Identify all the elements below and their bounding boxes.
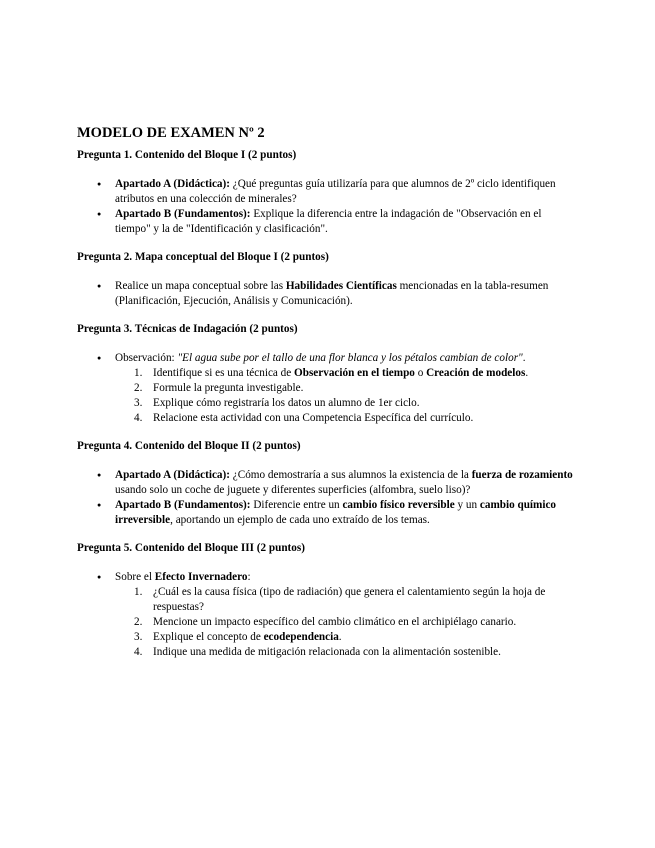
- q3-subitem-2: [115, 381, 575, 396]
- document-title: MODELO DE EXAMEN Nº 2: [77, 125, 265, 141]
- q2-bold-term: Habilidades Científicas: [285, 280, 397, 292]
- subitem-text: Explique el concepto de: [153, 631, 264, 643]
- part-b-label: Apartado B (Fundamentos):: [115, 208, 251, 220]
- part-a-label: Apartado A (Didáctica):: [115, 469, 230, 481]
- question-5-intro: [77, 570, 575, 660]
- part-b-text: Diferencie entre un: [250, 499, 343, 511]
- question-2-list: [77, 279, 575, 309]
- question-5-heading: Pregunta 5. Contenido del Bloque III (2 puntos): [77, 542, 305, 554]
- question-3-sublist: [115, 366, 575, 426]
- subitem-text: Mencione un impacto específico del cambio climático en el archipiélago canario.: [153, 616, 517, 628]
- question-5-list: [77, 570, 575, 660]
- subitem-text: Formule la pregunta investigable.: [153, 382, 304, 394]
- part-a-label: Apartado A (Didáctica):: [115, 178, 230, 190]
- q5-subitem-3: [115, 630, 575, 645]
- intro-bold: Efecto Invernadero: [154, 571, 248, 583]
- q2-text: Realice un mapa conceptual sobre las: [115, 280, 286, 292]
- intro-text-end: :: [247, 571, 251, 583]
- question-4-list: [77, 468, 575, 528]
- question-2-item: [77, 279, 575, 309]
- part-a-text: ¿Cómo demostraría a sus alumnos la existencia de la: [229, 469, 472, 481]
- part-b-label: Apartado B (Fundamentos):: [115, 499, 251, 511]
- subitem-text: Indique una medida de mitigación relacionada con la alimentación sostenible.: [153, 646, 501, 658]
- subitem-bold: Observación en el tiempo: [294, 367, 415, 379]
- q3-subitem-4: [115, 411, 575, 426]
- subitem-number: 3.: [134, 631, 143, 643]
- question-3-heading: Pregunta 3. Técnicas de Indagación (2 puntos): [77, 323, 298, 335]
- exam-page: [77, 124, 575, 673]
- part-a-text: ¿Qué preguntas guía utilizaría para que alumnos de 2º ciclo identifiquen atributos en una colección de minerales?: [115, 178, 556, 205]
- observation-end: .: [522, 352, 526, 364]
- observation-quote: "El agua sube por el tallo de una flor blanca y los pétalos cambian de color": [177, 352, 523, 364]
- q5-subitem-4: [115, 645, 575, 660]
- subitem-number: 4.: [134, 412, 143, 424]
- subitem-number: 1.: [134, 367, 143, 379]
- question-3-list: [77, 351, 575, 426]
- question-1-part-b: [77, 207, 575, 237]
- part-b-text: Explique la diferencia entre la indagación de "Observación en el tiempo" y la de "Identificación y clasificación".: [115, 208, 542, 235]
- part-b-text-end: , aportando un ejemplo de cada uno extraído de los temas.: [170, 514, 430, 526]
- part-b-bold: cambio físico reversible: [342, 499, 455, 511]
- subitem-text: ¿Cuál es la causa física (tipo de radiación) que genera el calentamiento según la hoja de respuestas?: [153, 586, 546, 613]
- subitem-number: 1.: [134, 586, 143, 598]
- question-5-sublist: [115, 585, 575, 660]
- question-3-observation: [77, 351, 575, 426]
- subitem-number: 2.: [134, 616, 143, 628]
- subitem-bold: Creación de modelos: [426, 367, 526, 379]
- question-1-part-a: [77, 177, 575, 207]
- subitem-number: 3.: [134, 397, 143, 409]
- q2-text-end: mencionadas en la tabla-resumen (Planificación, Ejecución, Análisis y Comunicación).: [115, 280, 549, 307]
- q5-subitem-1: [115, 585, 575, 615]
- question-4-part-a: [77, 468, 575, 498]
- subitem-bold: ecodependencia: [263, 631, 339, 643]
- part-b-bold: cambio químico irreversible: [115, 499, 557, 526]
- subitem-number: 2.: [134, 382, 143, 394]
- subitem-text: .: [525, 367, 529, 379]
- question-4-heading: Pregunta 4. Contenido del Bloque II (2 puntos): [77, 440, 301, 452]
- intro-text: Sobre el: [115, 571, 155, 583]
- q3-subitem-1: [115, 366, 575, 381]
- part-a-text-end: usando solo un coche de juguete y diferentes superficies (alfombra, suelo liso)?: [115, 484, 471, 496]
- subitem-text: .: [338, 631, 342, 643]
- question-1-list: [77, 177, 575, 237]
- q3-subitem-3: [115, 396, 575, 411]
- subitem-number: 4.: [134, 646, 143, 658]
- question-1-heading: Pregunta 1. Contenido del Bloque I (2 puntos): [77, 149, 297, 161]
- question-2-heading: Pregunta 2. Mapa conceptual del Bloque I (2 puntos): [77, 251, 329, 263]
- question-4-part-b: [77, 498, 575, 528]
- subitem-text: Relacione esta actividad con una Competencia Específica del currículo.: [153, 412, 474, 424]
- part-b-text: y un: [454, 499, 480, 511]
- observation-label: Observación:: [115, 352, 178, 364]
- subitem-text: o: [414, 367, 427, 379]
- subitem-text: Explique cómo registraría los datos un alumno de 1er ciclo.: [153, 397, 420, 409]
- part-a-bold: fuerza de rozamiento: [471, 469, 573, 481]
- subitem-text: Identifique si es una técnica de: [153, 367, 295, 379]
- q5-subitem-2: [115, 615, 575, 630]
